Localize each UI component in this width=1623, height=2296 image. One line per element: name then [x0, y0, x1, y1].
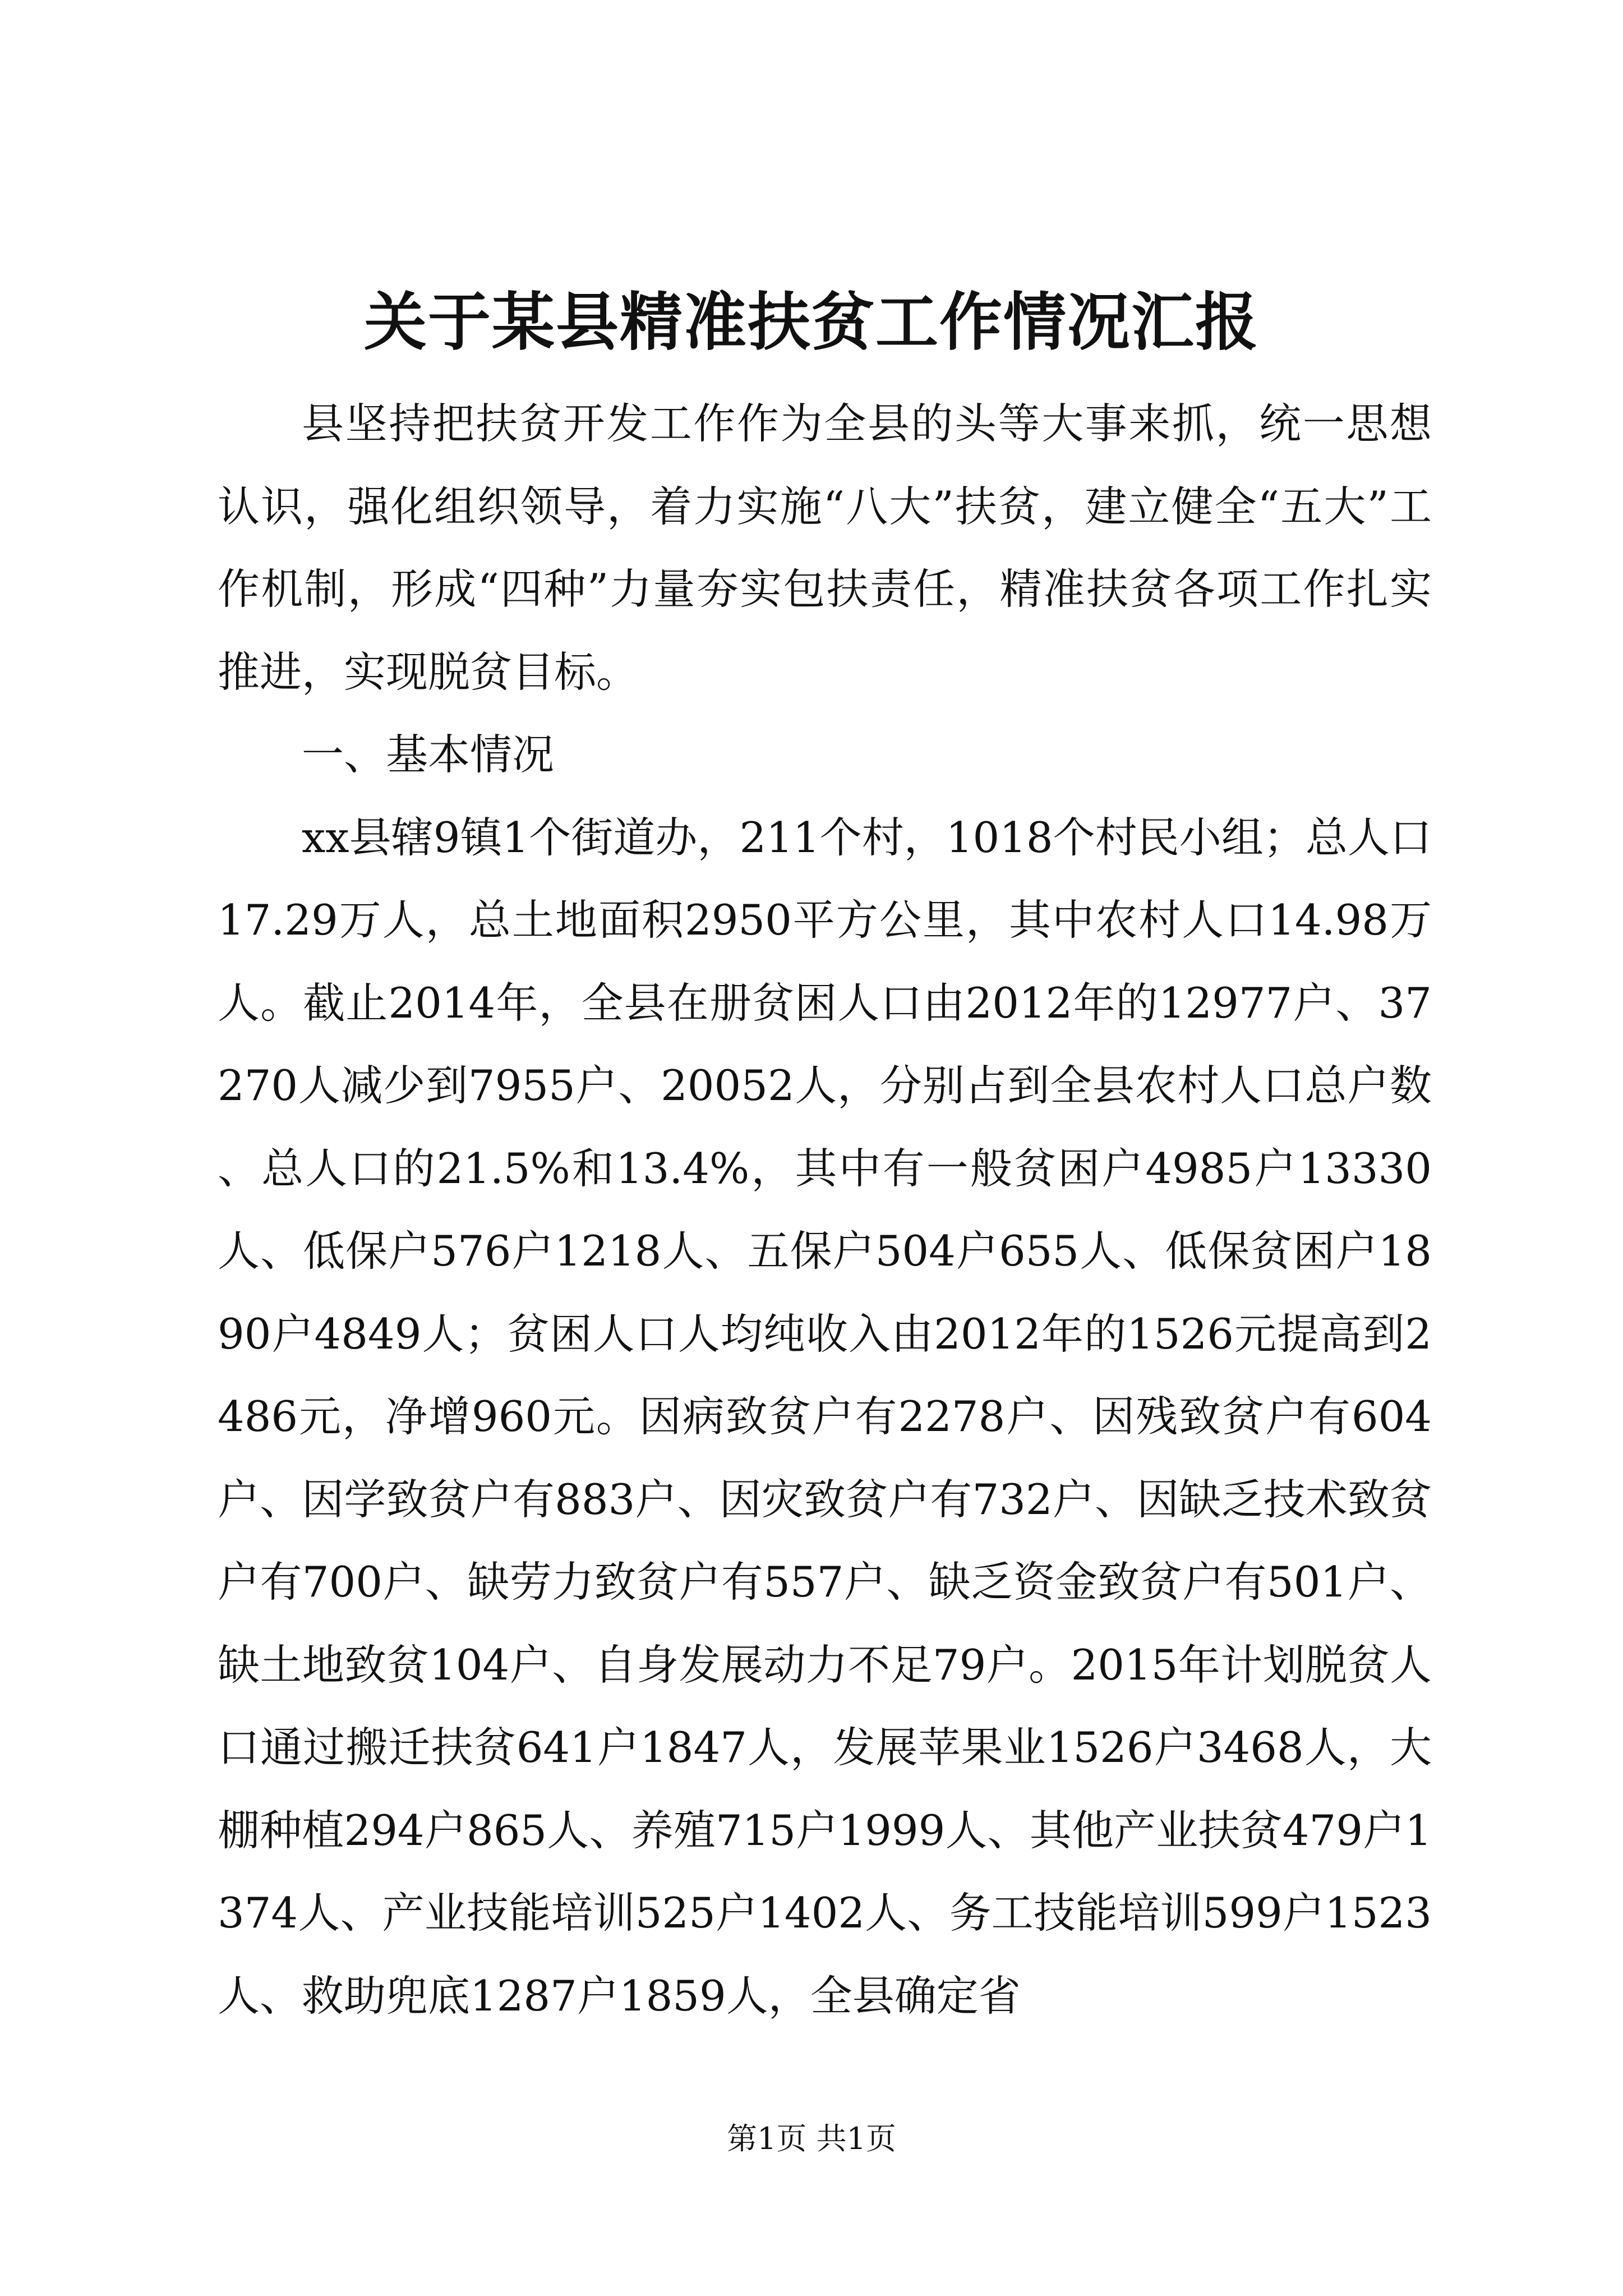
page-footer: 第1页 共1页: [727, 2121, 896, 2156]
section-heading-basic-situation: 一、基本情况: [302, 730, 555, 779]
document-title: 关于某县精准扶贫工作情况汇报: [364, 286, 1259, 359]
intro-paragraph: 县坚持把扶贫开发工作作为全县的头等大事来抓，统一思想认识，强化组织领导，着力实施“八大”扶贫，建立健全“五大”工作机制，形成“四种”力量夯实包扶责任，精准扶贫各项工作扎实推进，实现脱贫目标。: [218, 399, 1432, 697]
document-body: [218, 383, 1432, 2037]
basic-situation-paragraph: xx县辖9镇1个街道办，211个村，1018个村民小组；总人口17.29万人，总土地面积2950平方公里，其中农村人口14.98万人。截止2014年，全县在册贫困人口由2012年的12977户、37270人减少到7955户、20052人，分别占到全县农村人口总户数、总人口的21.5%和13.4%，其中有一般贫困户4985户13330人、低保户576户1218人、五保户504户655人、低保贫困户1890户4849人；贫困人口人均纯收入由2012年的1526元提高到2486元，净增960元。因病致贫户有2278户、因残致贫户有604户、因学致贫户有883户、因灾致贫户有732户、因缺乏技术致贫户有700户、缺劳力致贫户有557户、缺乏资金致贫户有501户、缺土地致贫104户、自身发展动力不足79户。2015年计划脱贫人口通过搬迁扶贫641户1847人，发展苹果业1526户3468人，大棚种植294户865人、养殖715户1999人、其他产业扶贫479户1374人、产业技能培训525户1402人、务工技能培训599户1523人、救助兜底1287户1859人，全县确定省: [218, 812, 1432, 2021]
